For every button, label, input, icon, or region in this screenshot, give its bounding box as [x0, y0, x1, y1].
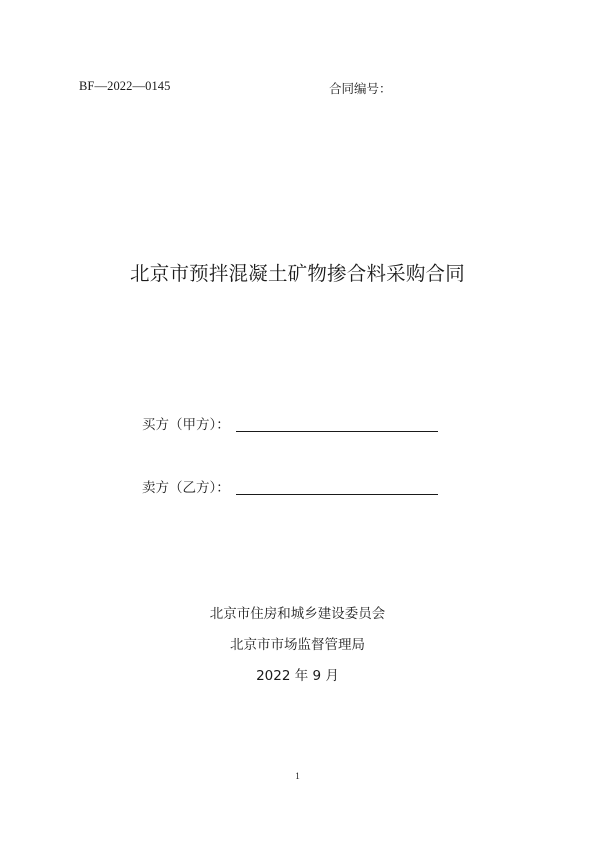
buyer-label: 买方（甲方）：	[142, 417, 230, 433]
document-code: BF—2022—0145	[79, 79, 171, 93]
seller-blank-line	[236, 480, 438, 495]
page-number: 1	[295, 771, 300, 781]
contract-number-label: 合同编号：	[329, 81, 392, 96]
seller-label: 卖方（乙方）：	[142, 480, 230, 496]
buyer-blank-line	[236, 417, 438, 432]
buyer-row	[142, 416, 438, 434]
document-title: 北京市预拌混凝土矿物掺合料采购合同	[130, 262, 465, 285]
issuer-line-1: 北京市住房和城乡建设委员会	[209, 606, 386, 622]
issuer-line-2: 北京市市场监督管理局	[230, 637, 365, 653]
seller-row	[142, 479, 438, 497]
issue-date: 2022 年 9 月	[256, 668, 339, 684]
